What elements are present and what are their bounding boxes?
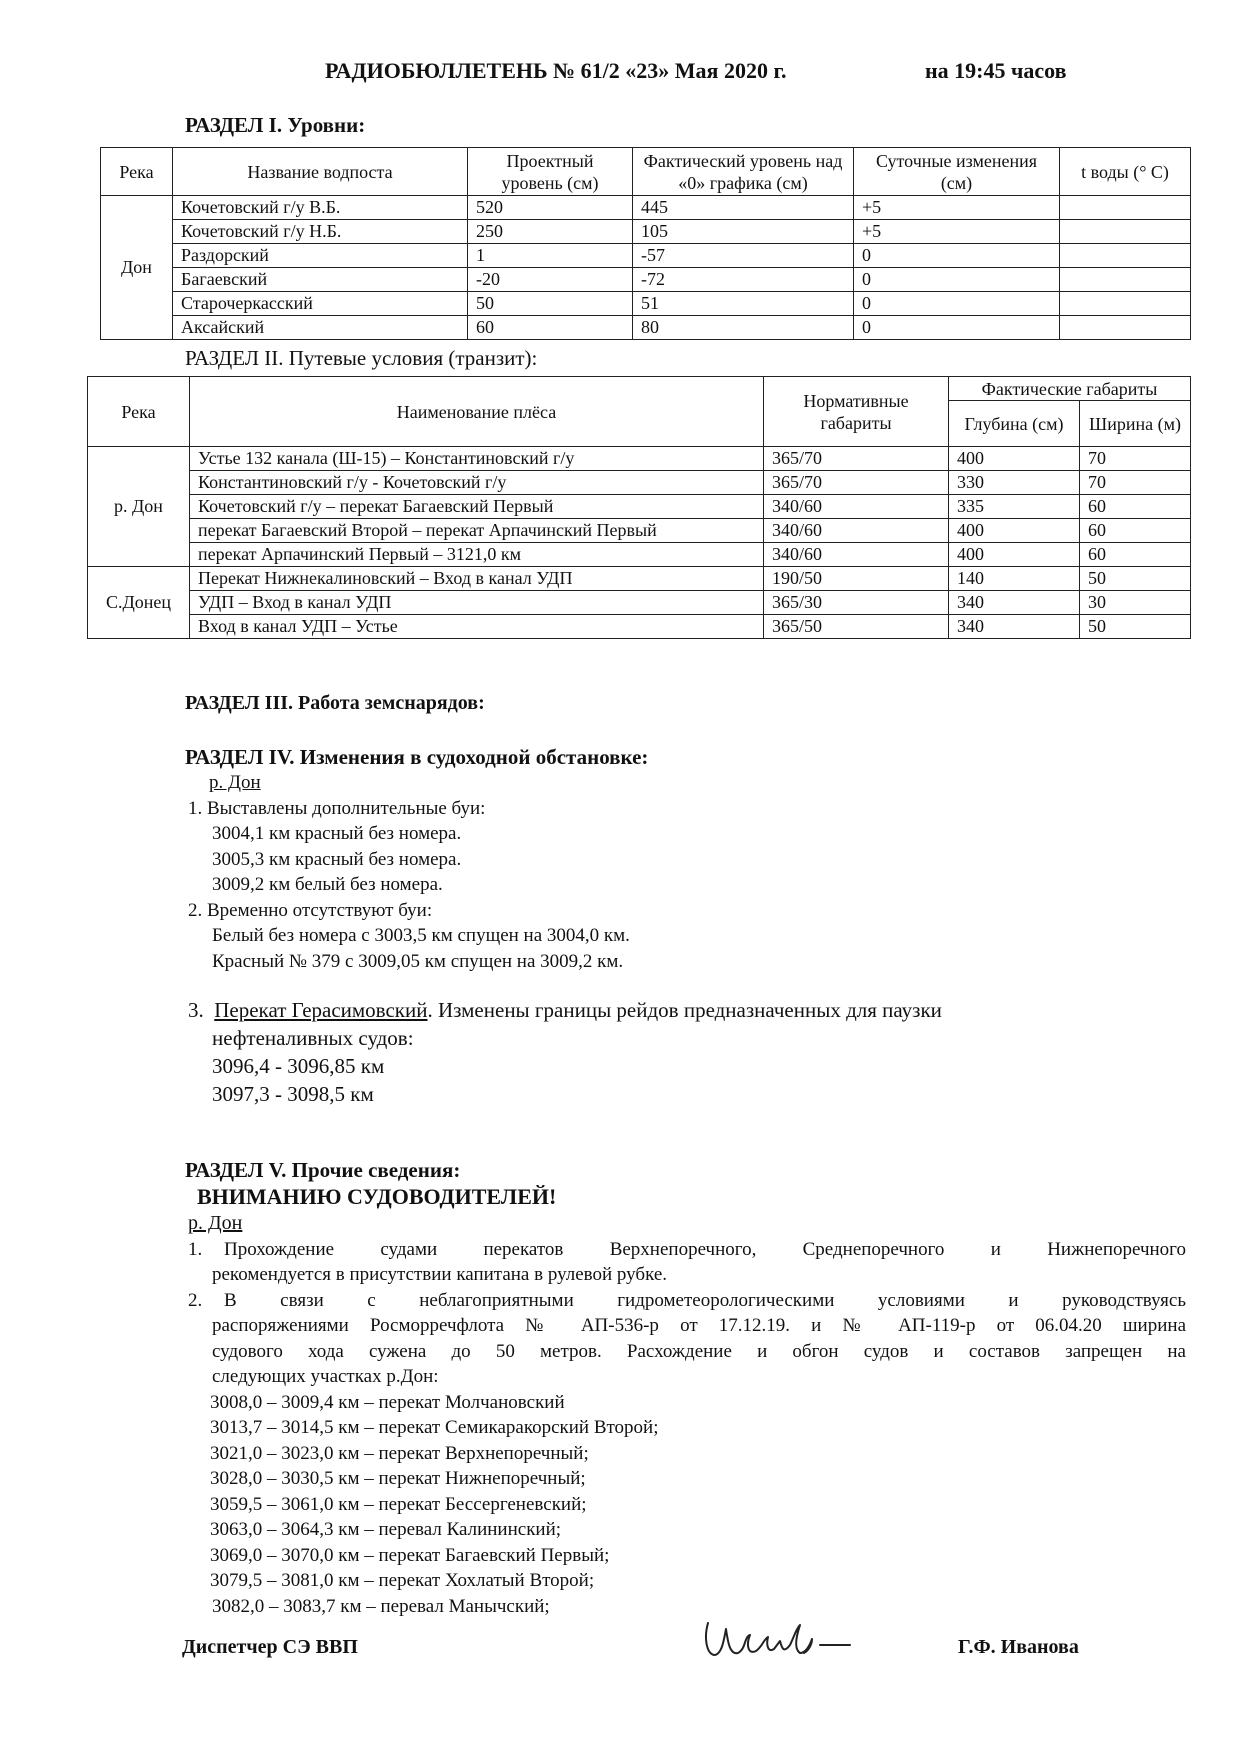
table-row: [88, 615, 1191, 639]
section4-title: РАЗДЕЛ IV. Изменения в судоходной обстановке:: [185, 745, 649, 769]
item2-title: 2. Временно отсутствуют буи:: [188, 899, 433, 921]
stretch-cell: УДП – Вход в канал УДП: [190, 591, 764, 615]
width-cell: 60: [1080, 543, 1191, 567]
normative-cell: 365/70: [764, 447, 949, 471]
temp-cell: [1060, 268, 1191, 292]
river-cell: р. Дон: [88, 447, 190, 567]
transit-header-row: [88, 377, 1191, 401]
project-cell: 50: [468, 292, 633, 316]
table-row: [101, 292, 1191, 316]
section3-title: РАЗДЕЛ III. Работа земснарядов:: [185, 692, 485, 714]
col-depth: Глубина (см): [949, 401, 1080, 447]
change-cell: 0: [854, 268, 1060, 292]
list-item: 3063,0 – 3064,3 км – перевал Калининский;: [210, 1519, 562, 1540]
s5-item2-num: 2.: [188, 1289, 203, 1311]
col-actual-group: Фактические габариты: [949, 377, 1191, 401]
table-row: [88, 543, 1191, 567]
footer-position: Диспетчер СЭ ВВП: [182, 1636, 358, 1658]
table-row: [88, 591, 1191, 615]
normative-cell: 340/60: [764, 495, 949, 519]
list-item: 3028,0 – 3030,5 км – перекат Нижнепоречный;: [210, 1468, 586, 1489]
actual-cell: 51: [633, 292, 854, 316]
section4-river: р. Дон: [209, 772, 261, 793]
col-normative: Нормативные габариты: [764, 377, 949, 447]
item3-text: . Изменены границы рейдов предназначенных для паузки: [427, 998, 942, 1022]
depth-cell: 335: [949, 495, 1080, 519]
river-cell: Дон: [101, 196, 173, 340]
depth-cell: 330: [949, 471, 1080, 495]
normative-cell: 365/50: [764, 615, 949, 639]
depth-cell: 400: [949, 447, 1080, 471]
col-river: Река: [101, 148, 173, 196]
item1-line: 3004,1 км красный без номера.: [212, 823, 462, 844]
table-row: [88, 519, 1191, 543]
change-cell: 0: [854, 292, 1060, 316]
list-item: 3059,5 – 3061,0 км – перекат Бессергеневский;: [210, 1493, 587, 1515]
attention-heading: ВНИМАНИЮ СУДОВОДИТЕЛЕЙ!: [197, 1184, 557, 1209]
width-cell: 70: [1080, 447, 1191, 471]
item3-line: [188, 996, 1188, 1024]
station-cell: Раздорский: [173, 244, 468, 268]
actual-cell: -57: [633, 244, 854, 268]
table-row: [101, 316, 1191, 340]
stretch-cell: Устье 132 канала (Ш-15) – Константиновский г/у: [190, 447, 764, 471]
width-cell: 70: [1080, 471, 1191, 495]
stretch-cell: Перекат Нижнекалиновский – Вход в канал УДП: [190, 567, 764, 591]
item3-name: Перекат Герасимовский: [214, 998, 428, 1022]
project-cell: 1: [468, 244, 633, 268]
width-cell: 60: [1080, 495, 1191, 519]
actual-cell: -72: [633, 268, 854, 292]
width-cell: 30: [1080, 591, 1191, 615]
actual-cell: 80: [633, 316, 854, 340]
table-row: [101, 196, 1191, 220]
transit-table: [87, 376, 1191, 639]
bulletin-time: на 19:45 часов: [925, 58, 1067, 83]
s5-item1-num: 1.: [188, 1238, 203, 1260]
s5-item2-line3: судового хода сужена до 50 метров. Расхождение и обгон судов и составов запрещен на: [212, 1340, 1186, 1362]
col-water-temp: t воды (° C): [1060, 148, 1191, 196]
change-cell: +5: [854, 220, 1060, 244]
footer-name: Г.Ф. Иванова: [958, 1636, 1079, 1658]
table-row: [88, 495, 1191, 519]
change-cell: 0: [854, 244, 1060, 268]
width-cell: 60: [1080, 519, 1191, 543]
col-station: Название водпоста: [173, 148, 468, 196]
col-width: Ширина (м): [1080, 401, 1191, 447]
actual-cell: 445: [633, 196, 854, 220]
item3-range: 3096,4 - 3096,85 км: [212, 1054, 385, 1078]
project-cell: -20: [468, 268, 633, 292]
table-row: [101, 244, 1191, 268]
stretch-cell: перекат Арпачинский Первый – 3121,0 км: [190, 543, 764, 567]
depth-cell: 140: [949, 567, 1080, 591]
table-row: [88, 447, 1191, 471]
station-cell: Старочеркасский: [173, 292, 468, 316]
change-cell: 0: [854, 316, 1060, 340]
stretch-cell: перекат Багаевский Второй – перекат Арпачинский Первый: [190, 519, 764, 543]
station-cell: Аксайский: [173, 316, 468, 340]
list-item: 3021,0 – 3023,0 км – перекат Верхнепоречный;: [210, 1442, 589, 1464]
normative-cell: 365/70: [764, 471, 949, 495]
item1-line: 3009,2 км белый без номера.: [212, 874, 443, 895]
section5-body: [188, 1211, 1186, 1619]
list-item: 3069,0 – 3070,0 км – перекат Багаевский Первый;: [210, 1544, 610, 1566]
list-item: 3079,5 – 3081,0 км – перекат Хохлатый Второй;: [210, 1570, 595, 1591]
col-river: Река: [88, 377, 190, 447]
depth-cell: 400: [949, 543, 1080, 567]
temp-cell: [1060, 316, 1191, 340]
project-cell: 60: [468, 316, 633, 340]
station-cell: Багаевский: [173, 268, 468, 292]
river-cell: С.Донец: [88, 567, 190, 639]
depth-cell: 400: [949, 519, 1080, 543]
levels-header-row: [101, 148, 1191, 196]
stretch-cell: Вход в канал УДП – Устье: [190, 615, 764, 639]
section1-title: РАЗДЕЛ I. Уровни:: [185, 113, 366, 137]
width-cell: 50: [1080, 567, 1191, 591]
normative-cell: 190/50: [764, 567, 949, 591]
col-daily-change: Суточные изменения (см): [854, 148, 1060, 196]
list-item: 3008,0 – 3009,4 км – перекат Молчановский: [210, 1391, 565, 1413]
normative-cell: 340/60: [764, 519, 949, 543]
table-row: [88, 567, 1191, 591]
depth-cell: 340: [949, 615, 1080, 639]
section2-title: РАЗДЕЛ II. Путевые условия (транзит):: [185, 346, 538, 370]
section5-river: р. Дон: [188, 1212, 243, 1234]
width-cell: 50: [1080, 615, 1191, 639]
project-cell: 520: [468, 196, 633, 220]
actual-cell: 105: [633, 220, 854, 244]
normative-cell: 365/30: [764, 591, 949, 615]
s5-item2-line4: следующих участках р.Дон:: [212, 1366, 439, 1387]
list-item: 3013,7 – 3014,5 км – перекат Семикаракорский Второй;: [210, 1417, 659, 1438]
bulletin-header: [325, 58, 1067, 84]
signature: [700, 1615, 870, 1665]
table-row: [101, 268, 1191, 292]
item2-line: Красный № 379 с 3009,05 км спущен на 3009,2 км.: [212, 950, 624, 972]
item1-line: 3005,3 км красный без номера.: [212, 848, 462, 870]
item1-title: 1. Выставлены дополнительные буи:: [188, 797, 486, 819]
col-actual-level: Фактический уровень над «0» графика (см): [633, 148, 854, 196]
station-cell: Кочетовский г/у В.Б.: [173, 196, 468, 220]
col-project-level: Проектный уровень (см): [468, 148, 633, 196]
item3-range: 3097,3 - 3098,5 км: [212, 1082, 374, 1106]
levels-table: [100, 147, 1191, 340]
table-row: [88, 471, 1191, 495]
s5-item1: [188, 1237, 1186, 1288]
item3-text2: нефтеналивных судов:: [212, 1026, 414, 1050]
station-cell: Кочетовский г/у Н.Б.: [173, 220, 468, 244]
list-item: 3082,0 – 3083,7 км – перевал Манычский;: [212, 1595, 550, 1617]
section4-body: [188, 770, 1188, 1108]
s5-item2-line2: распоряжениями Росморречфлота № АП-536-р от 17.12.19. и № АП-119-р от 06.04.20 ширина: [212, 1315, 1186, 1336]
stretch-cell: Кочетовский г/у – перекат Багаевский Первый: [190, 495, 764, 519]
change-cell: +5: [854, 196, 1060, 220]
item3-num: 3.: [188, 998, 204, 1022]
temp-cell: [1060, 196, 1191, 220]
project-cell: 250: [468, 220, 633, 244]
s5-item1-line1: Прохождение судами перекатов Верхнепоречного, Среднепоречного и Нижнепоречного: [224, 1238, 1186, 1260]
s5-item1-line2: рекомендуется в присутствии капитана в рулевой рубке.: [212, 1264, 668, 1285]
temp-cell: [1060, 292, 1191, 316]
section5-title: РАЗДЕЛ V. Прочие сведения:: [185, 1158, 461, 1182]
item2-line: Белый без номера с 3003,5 км спущен на 3004,0 км.: [212, 925, 630, 946]
s5-item2: [188, 1288, 1186, 1620]
table-row: [101, 220, 1191, 244]
col-stretch: Наименование плёса: [190, 377, 764, 447]
depth-cell: 340: [949, 591, 1080, 615]
temp-cell: [1060, 244, 1191, 268]
bulletin-title: РАДИОБЮЛЛЕТЕНЬ № 61/2 «23» Мая 2020 г.: [325, 58, 787, 83]
normative-cell: 340/60: [764, 543, 949, 567]
stretch-cell: Константиновский г/у - Кочетовский г/у: [190, 471, 764, 495]
s5-item2-line1: В связи с неблагоприятными гидрометеорологическими условиями и руководствуясь: [224, 1289, 1186, 1311]
temp-cell: [1060, 220, 1191, 244]
